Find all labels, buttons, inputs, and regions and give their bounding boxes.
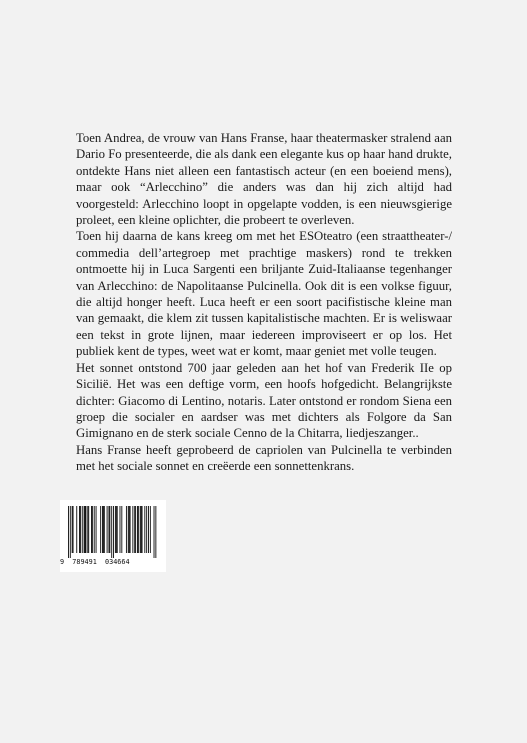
paragraph-1: Toen Andrea, de vrouw van Hans Franse, haar theatermasker stralend aan Dario Fo presenteerde, die als dank een elegante kus op haar hand drukte, ontdekte Hans niet alleen een fantastisch acteur (en een boeiend mens), maar ook “Arlecchino” die anders was dan hij zich altijd had voorgesteld: Arlecchino loopt in opgelapte vodden, is een nieuwsgierige proleet, een kleine oplichter, die probeert te overleven. <box>76 131 452 228</box>
barcode-digits: 9 789491 034664 <box>60 558 130 566</box>
isbn-barcode <box>60 500 166 572</box>
blurb-text <box>76 130 452 475</box>
barcode-bars <box>68 506 160 558</box>
paragraph-2: Toen hij daarna de kans kreeg om met het ESOteatro (een straattheater-/ commedia dell’artegroep met prachtige maskers) rond te trekken ontmoette hij in Luca Sargenti een briljante Zuid-Italiaanse tegenhanger van Arlecchino: de Napolitaanse Pulcinella. Ook dit is een volkse figuur, die altijd honger heeft. Luca heeft er een soort pacifistische kleine man van gemaakt, die klem zit tussen kapitalistische machten. Er is weliswaar een tekst in grote lijnen, maar iedereen improviseert er op los. Het publiek kent de types, weet wat er komt, maar geniet met volle teugen. <box>76 229 452 359</box>
paragraph-4: Hans Franse heeft geprobeerd de capriolen van Pulcinella te verbinden met het sociale sonnet en creëerde een sonnettenkrans. <box>76 442 452 474</box>
paragraph-3: Het sonnet ontstond 700 jaar geleden aan het hof van Frederik IIe op Sicilië. Het was een deftige vorm, een hoofs hofgedicht. Belangrijkste dichter: Giacomo di Lentino, notaris. Later ontstond er rondom Siena een groep die socialer en aardser was met dichters als Folgore da San Gimignano en de sterk sociale Cenno de la Chitarra, liedjeszanger.. <box>76 360 452 441</box>
